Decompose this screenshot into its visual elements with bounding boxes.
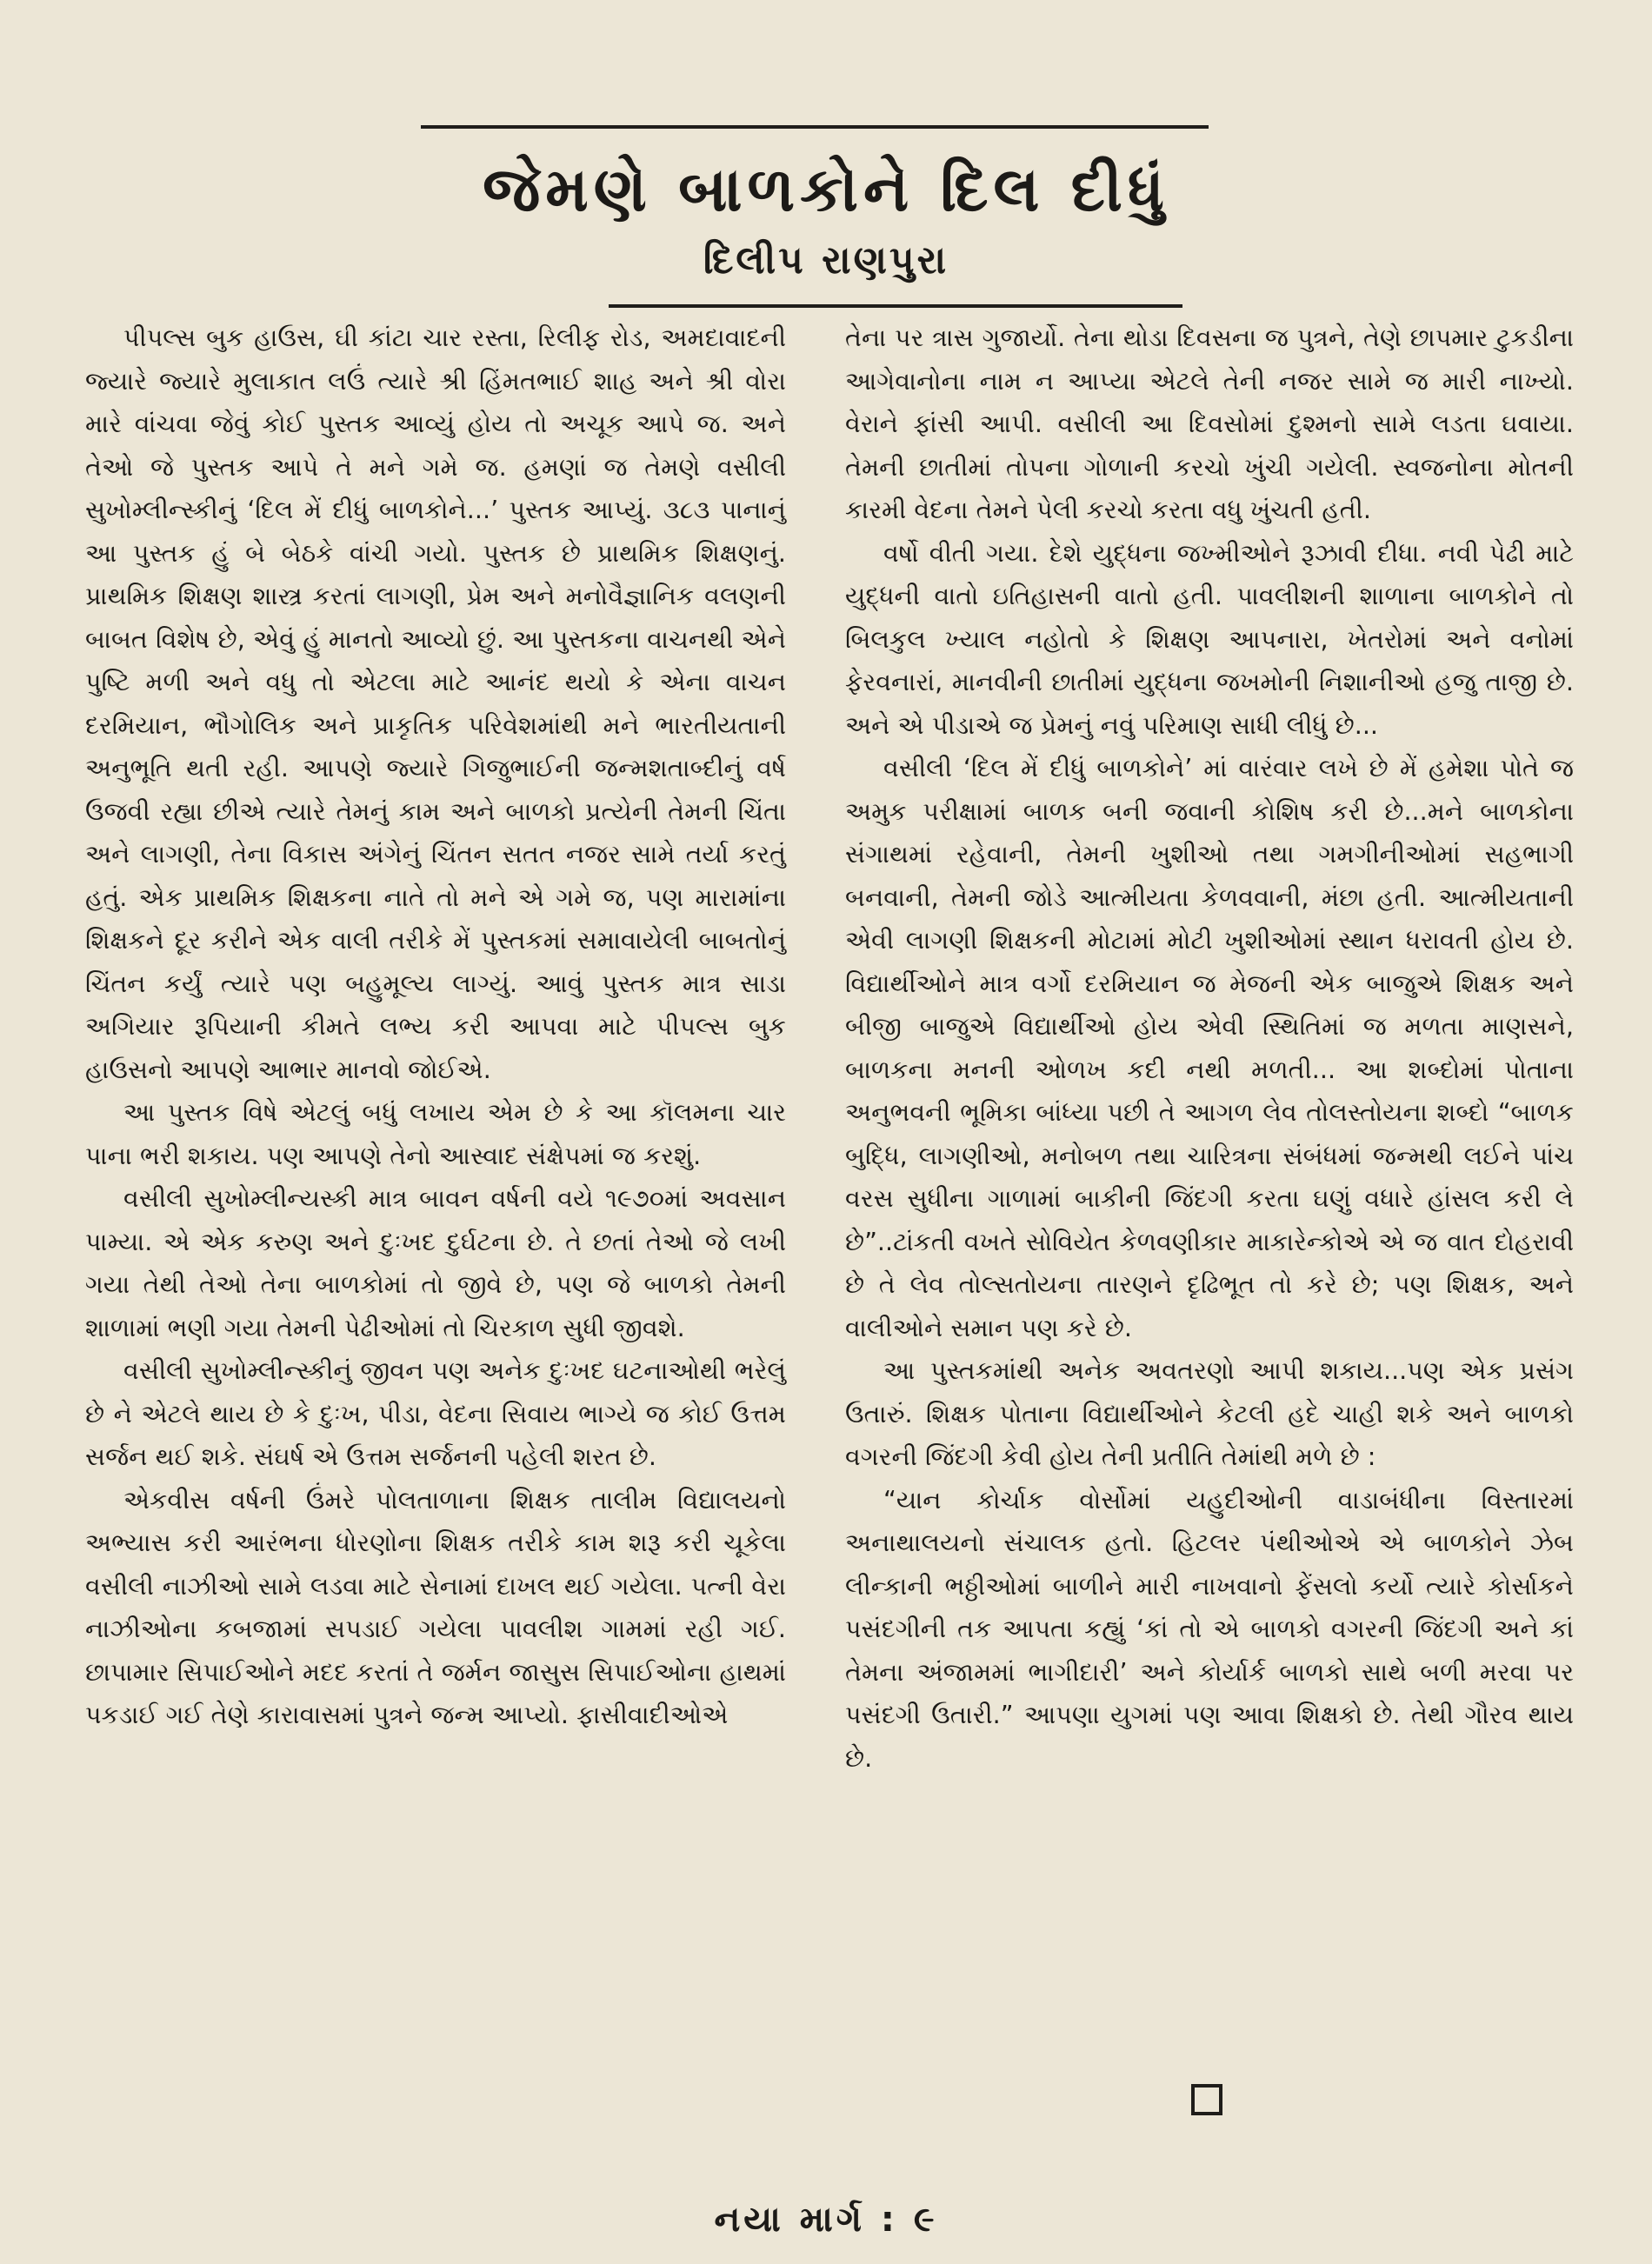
- end-mark-icon: [1191, 2084, 1222, 2115]
- paragraph: પીપલ્સ બુક હાઉસ, ઘી કાંટા ચાર રસ્તા, રિલીફ રોડ, અમદાવાદની જ્યારે જ્યારે મુલાકાત લઉં ત્યારે શ્રી હિંમતભાઈ શાહ અને શ્રી વોરા મારે વાંચવા જેવું કોઈ પુસ્તક આવ્યું હોય તો અચૂક આપે જ. અને તેઓ જે પુસ્તક આપે તે મને ગમે જ. હમણાં જ તેમણે વસીલી સુખોમ્લીન્સ્કીનું ‘દિલ મેં દીધું બાળકોને...’ પુસ્તક આપ્યું. ૩૮૩ પાનાનું આ પુસ્તક હું બે બેઠકે વાંચી ગયો. પુસ્તક છે પ્રાથમિક શિક્ષણનું. પ્રાથમિક શિક્ષણ શાસ્ત્ર કરતાં લાગણી, પ્રેમ અને મનોવૈજ્ઞાનિક વલણની બાબત વિશેષ છે, એવું હું માનતો આવ્યો છું. આ પુસ્તકના વાચનથી એને પુષ્ટિ મળી અને વધુ તો એટલા માટે આનંદ થયો કે એના વાચન દરમિયાન, ભૌગોલિક અને પ્રાકૃતિક પરિવેશમાંથી મને ભારતીયતાની અનુભૂતિ થતી રહી. આપણે જ્યારે ગિજુભાઈની જન્મશતાબ્દીનું વર્ષ ઉજવી રહ્યા છીએ ત્યારે તેમનું કામ અને બાળકો પ્રત્યેની તેમની ચિંતા અને લાગણી, તેના વિકાસ અંગેનું ચિંતન સતત નજર સામે તર્યા કરતું હતું. એક પ્રાથમિક શિક્ષકના નાતે તો મને એ ગમે જ, પણ મારામાંના શિક્ષકને દૂર કરીને એક વાલી તરીકે મેં પુસ્તકમાં સમાવાયેલી બાબતોનું ચિંતન કર્યું ત્યારે પણ બહુમૂલ્ય લાગ્યું. આવું પુસ્તક માત્ર સાડા અગિયાર રૂપિયાની કીમતે લભ્ય કરી આપવા માટે પીપલ્સ બુક હાઉસનો આપણે આભાર માનવો જોઈએ.: [85, 323, 786, 1084]
- left-column: [85, 316, 786, 1737]
- right-column: [845, 316, 1574, 1780]
- paragraph: એકવીસ વર્ષની ઉંમરે પોલતાળાના શિક્ષક તાલીમ વિદ્યાલયનો અભ્યાસ કરી આરંભના ધોરણોના શિક્ષક તરીકે કામ શરૂ કરી ચૂકેલા વસીલી નાઝીઓ સામે લડવા માટે સેનામાં દાખલ થઈ ગયેલા. પત્ની વેરા નાઝીઓના કબજામાં સપડાઈ ગયેલા પાવલીશ ગામમાં રહી ગઈ. છાપામાર સિપાઈઓને મદદ કરતાં તે જર્મન જાસુસ સિપાઈઓના હાથમાં પકડાઈ ગઈ તેણે કારાવાસમાં પુત્રને જન્મ આપ્યો. ફાસીવાદીઓએ: [85, 1484, 786, 1729]
- paragraph: વસીલી ‘દિલ મેં દીધું બાળકોને’ માં વારંવાર લખે છે મેં હમેશા પોતે જ અમુક પરીક્ષામાં બાળક બની જવાની કોશિષ કરી છે...મને બાળકોના સંગાથમાં રહેવાની, તેમની ખુશીઓ તથા ગમગીનીઓમાં સહભાગી બનવાની, તેમની જોડે આત્મીયતા કેળવવાની, મંછા હતી. આત્મીયતાની એવી લાગણી શિક્ષકની મોટામાં મોટી ખુશીઓમાં સ્થાન ધરાવતી હોય છે. વિદ્યાર્થીઓને માત્ર વર્ગો દરમિયાન જ મેજની એક બાજુએ શિક્ષક અને બીજી બાજુએ વિદ્યાર્થીઓ હોય એવી સ્થિતિમાં જ મળતા માણસને, બાળકના મનની ઓળખ કદી નથી મળતી... આ શબ્દોમાં પોતાના અનુભવની ભૂમિકા બાંધ્યા પછી તે આગળ લેવ તોલસ્તોયના શબ્દો “બાળક બુદ્ધિ, લાગણીઓ, મનોબળ તથા ચારિત્રના સંબંધમાં જન્મથી લઈને પાંચ વરસ સુધીના ગાળામાં બાકીની જિંદગી કરતા ઘણું વધારે હાંસલ કરી લે છે”..ટાંકતી વખતે સોવિયેત કેળવણીકાર માકારેન્કોએ એ જ વાત દોહરાવી છે તે લેવ તોલ્સતોયના તારણને દૃઢિભૂત તો કરે છે; પણ શિક્ષક, અને વાલીઓને સમાન પણ કરે છે.: [845, 753, 1574, 1342]
- page-footer: નયા માર્ગ : ૯: [714, 2200, 938, 2240]
- article-title: જેમણે બાળકોને દિલ દીધું: [483, 154, 1169, 225]
- paragraph: આ પુસ્તક વિષે એટલું બધું લખાય એમ છે કે આ કૉલમના ચાર પાના ભરી શકાય. પણ આપણે તેનો આસ્વાદ સંક્ષેપમાં જ કરશું.: [85, 1097, 786, 1170]
- quoted-paragraph: “યાન કોર્ચાક વોર્સોમાં યહુદીઓની વાડાબંધીના વિસ્તારમાં અનાથાલયનો સંચાલક હતો. હિટલર પંથીઓએ એ બાળકોને ઝેબ લીન્કાની ભઠ્ઠીઓમાં બાળીને મારી નાખવાનો ફેંસલો કર્યો ત્યારે કોર્સાકને પસંદગીની તક આપતા કહ્યું ‘કાં તો એ બાળકો વગરની જિંદગી અને કાં તેમના અંજામમાં ભાગીદારી’ અને કોર્યાર્ક બાળકો સાથે બળી મરવા પર પસંદગી ઉતારી.” આપણા યુગમાં પણ આવા શિક્ષકો છે. તેથી ગૌરવ થાય છે.: [845, 1484, 1574, 1773]
- article-author: દિલીપ રાણપુરા: [703, 238, 949, 283]
- title-rule: [609, 304, 1182, 308]
- paragraph: વસીલી સુખોમ્લીન્સ્કીનું જીવન પણ અનેક દુઃખદ ઘટનાઓથી ભરેલું છે ને એટલે થાય છે કે દુઃખ, પીડા, વેદના સિવાય ભાગ્યે જ કોઈ ઉત્તમ સર્જન થઈ શકે. સંઘર્ષ એ ઉત્તમ સર્જનની પહેલી શરત છે.: [85, 1355, 786, 1471]
- paragraph: આ પુસ્તકમાંથી અનેક અવતરણો આપી શકાય...પણ એક પ્રસંગ ઉતારું. શિક્ષક પોતાના વિદ્યાર્થીઓને કેટલી હદે ચાહી શકે અને બાળકો વગરની જિંદગી કેવી હોય તેની પ્રતીતિ તેમાંથી મળે છે :: [845, 1355, 1574, 1471]
- top-rule: [421, 125, 1209, 129]
- paragraph: વસીલી સુખોમ્લીન્યસ્કી માત્ર બાવન વર્ષની વયે ૧૯૭૦માં અવસાન પામ્યા. એ એક કરુણ અને દુઃખદ દુર્ઘટના છે. તે છતાં તેઓ જે લખી ગયા તેથી તેઓ તેના બાળકોમાં તો જીવે છે, પણ જે બાળકો તેમની શાળામાં ભણી ગયા તેમની પેઢીઓમાં તો ચિરકાળ સુધી જીવશે.: [85, 1183, 786, 1342]
- paragraph: વર્ષો વીતી ગયા. દેશે યુદ્ધના જખ્મીઓને રૂઝાવી દીધા. નવી પેઢી માટે યુદ્ધની વાતો ઇતિહાસની વાતો હતી. પાવલીશની શાળાના બાળકોને તો બિલકુલ ખ્યાલ નહોતો કે શિક્ષણ આપનારા, ખેતરોમાં અને વનોમાં ફેરવનારાં, માનવીની છાતીમાં યુદ્ધના જખમોની નિશાનીઓ હજુ તાજી છે. અને એ પીડાએ જ પ્રેમનું નવું પરિમાણ સાધી લીધું છે...: [845, 537, 1574, 740]
- paragraph: તેના પર ત્રાસ ગુજાર્યો. તેના થોડા દિવસના જ પુત્રને, તેણે છાપમાર ટુકડીના આગેવાનોના નામ ન આપ્યા એટલે તેની નજર સામે જ મારી નાખ્યો. વેરાને ફાંસી આપી. વસીલી આ દિવસોમાં દુશ્મનો સામે લડતા ઘવાયા. તેમની છાતીમાં તોપના ગોળાની કરચો ખુંચી ગયેલી. સ્વજનોના મોતની કારમી વેદના તેમને પેલી કરચો કરતા વધુ ખુંચતી હતી.: [845, 323, 1574, 524]
